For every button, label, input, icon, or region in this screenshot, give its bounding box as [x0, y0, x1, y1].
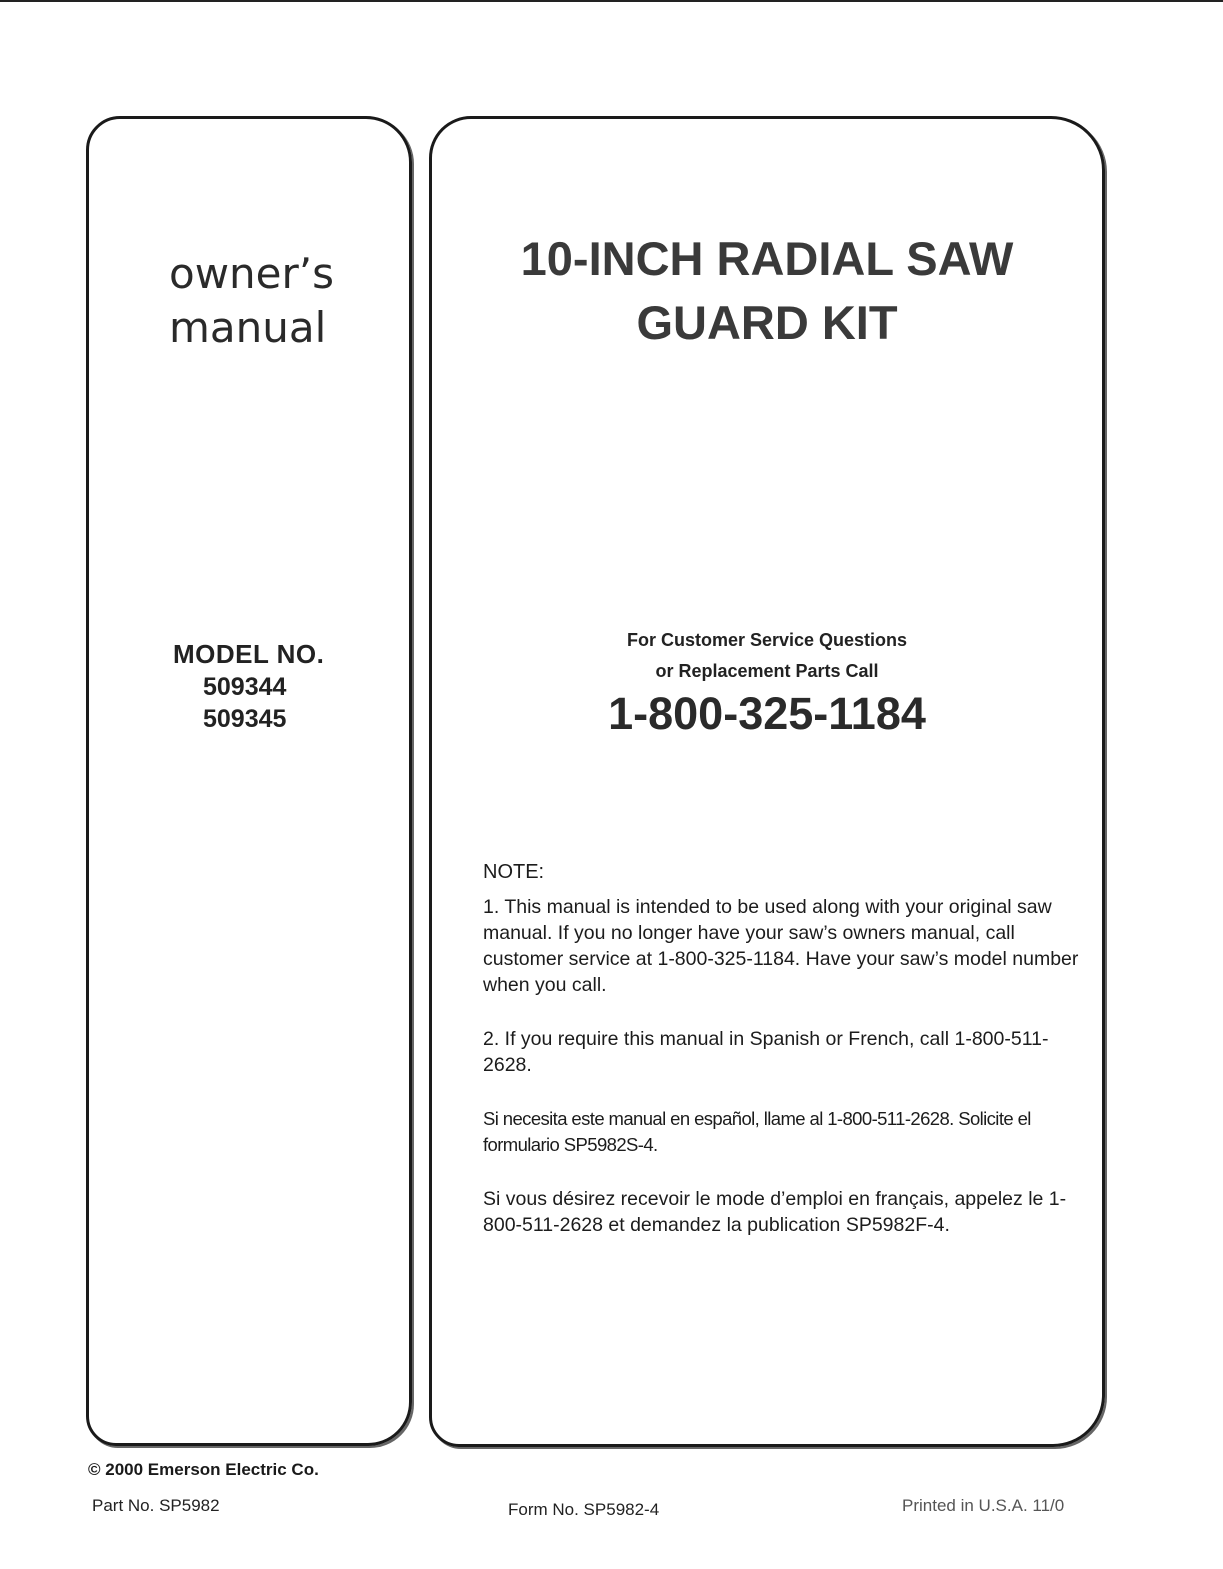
- product-title-line1: 10-INCH RADIAL SAW: [520, 232, 1014, 285]
- model-block: [173, 637, 324, 735]
- customer-service-block: [432, 625, 1102, 743]
- model-number-1: 509344: [203, 673, 287, 701]
- copyright-text: © 2000 Emerson Electric Co.: [88, 1460, 319, 1479]
- notes-section: [483, 859, 1083, 1266]
- service-line1: For Customer Service Questions: [626, 630, 908, 650]
- owners-title-line2: manual: [169, 303, 327, 352]
- owners-manual-title: [169, 247, 334, 355]
- product-title: [432, 227, 1102, 355]
- note-item-french: Si vous désirez recevoir le mode d’emploi en français, appelez le 1-800-511-2628 et demandez la publication SP5982F-4.: [483, 1188, 1067, 1236]
- model-label: MODEL NO.: [173, 639, 325, 669]
- service-line2: or Replacement Parts Call: [655, 661, 879, 681]
- service-phone-number: 1-800-325-1184: [608, 688, 926, 739]
- part-number: Part No. SP5982: [92, 1496, 220, 1515]
- right-panel: [429, 116, 1105, 1447]
- owners-title-line1: owner’s: [169, 249, 335, 298]
- model-number-2: 509345: [203, 705, 287, 733]
- left-panel: [86, 116, 412, 1446]
- printed-info: Printed in U.S.A. 11/0: [902, 1496, 1065, 1515]
- product-title-line2: GUARD KIT: [636, 296, 898, 349]
- form-number: Form No. SP5982-4: [508, 1500, 660, 1519]
- note-item-2: 2. If you require this manual in Spanish or French, call 1-800-511-2628.: [483, 1028, 1049, 1076]
- note-heading: NOTE:: [483, 861, 545, 883]
- note-item-1: 1. This manual is intended to be used along with your original saw manual. If you no longer have your saw’s owners manual, call customer service at 1-800-325-1184. Have your saw’s model number when you call.: [483, 896, 1079, 996]
- note-item-spanish: Si necesita este manual en español, llame al 1-800-511-2628. Solicite el formulario SP5982S-4.: [483, 1108, 1031, 1155]
- top-rule: [0, 0, 1223, 2]
